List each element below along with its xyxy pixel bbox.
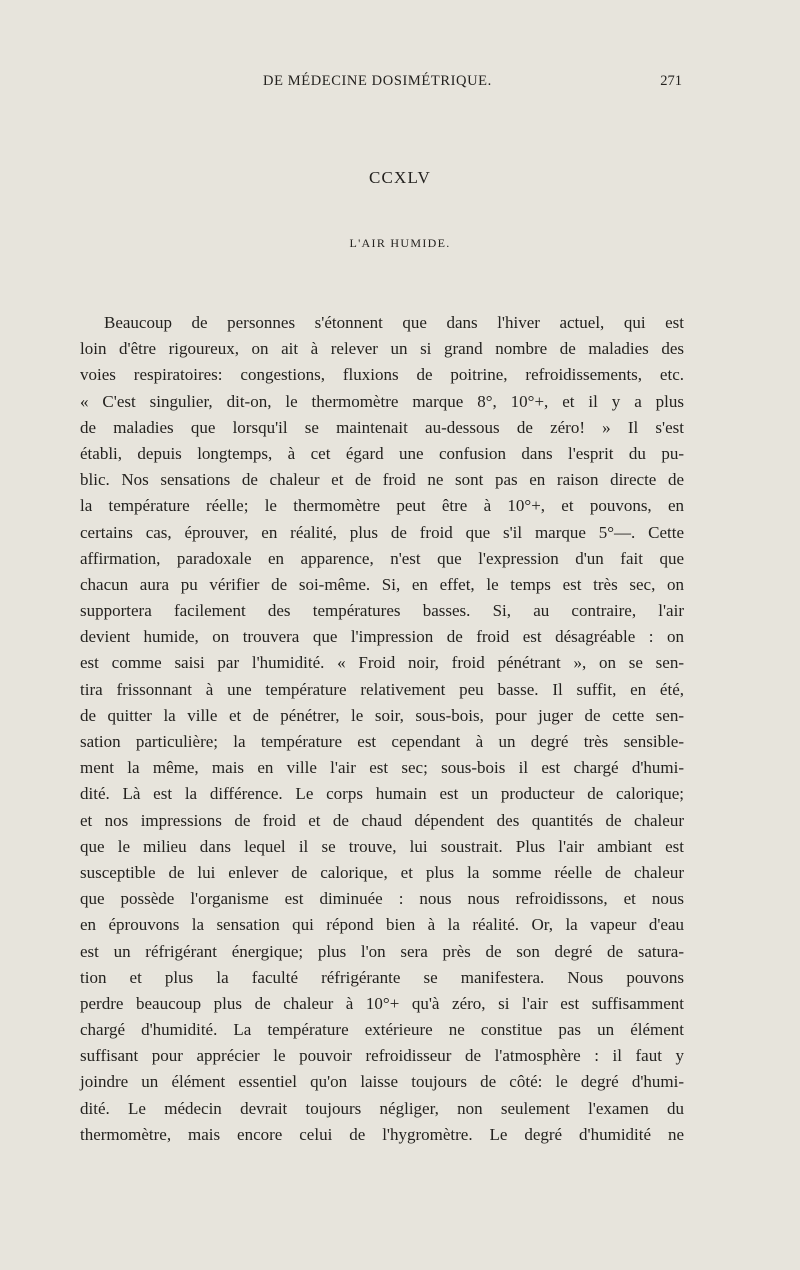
running-title: DE MÉDECINE DOSIMÉTRIQUE. <box>263 73 492 89</box>
chapter-title: L'AIR HUMIDE. <box>349 236 451 250</box>
chapter-number: CCXLV <box>368 168 432 187</box>
text-line: de quitter la ville et de pénétrer, le soir, sous-bois, pour juger de cette sen- <box>80 705 684 725</box>
text-line: devient humide, on trouvera que l'impression de froid est désagréable : on <box>80 627 684 647</box>
text-line: sation particulière; la température est cependant à un degré très sensible- <box>80 732 684 751</box>
text-line: Beaucoup de personnes s'étonnent que dans l'hiver actuel, qui est <box>104 313 684 332</box>
text-line: voies respiratoires: congestions, fluxions de poitrine, refroidissements, etc. <box>80 365 684 385</box>
text-line: blic. Nos sensations de chaleur et de froid ne sont pas en raison directe de <box>80 470 684 490</box>
running-header <box>80 73 688 93</box>
text-line: thermomètre, mais encore celui de l'hygromètre. Le degré d'humidité ne <box>80 1124 684 1144</box>
text-line: que le milieu dans lequel il se trouve, lui soustrait. Plus l'air ambiant est <box>80 836 684 856</box>
text-line: tion et plus la faculté réfrigérante se manifestera. Nous pouvons <box>80 967 684 987</box>
text-line: suffisant pour apprécier le pouvoir refroidisseur de l'atmosphère : il faut y <box>80 1046 684 1066</box>
text-line: supportera facilement des températures basses. Si, au contraire, l'air <box>80 601 684 621</box>
body-paragraph <box>80 310 684 1148</box>
text-line: perdre beaucoup plus de chaleur à 10°+ qu'à zéro, si l'air est suffisamment <box>80 993 684 1013</box>
text-line: établi, depuis longtemps, à cet égard une confusion dans l'esprit du pu- <box>80 443 684 463</box>
text-line: tira frissonnant à une température relativement peu basse. Il suffit, en été, <box>80 679 684 699</box>
text-line: chacun aura pu vérifier de soi-même. Si, en effet, le temps est très sec, on <box>80 574 684 594</box>
text-line: de maladies que lorsqu'il se maintenait au-dessous de zéro! » Il s'est <box>80 417 684 437</box>
text-line: certains cas, éprouver, en réalité, plus de froid que s'il marque 5°—. Cette <box>80 522 684 542</box>
text-line: « C'est singulier, dit-on, le thermomètre marque 8°, 10°+, et il y a plus <box>80 391 684 411</box>
text-line: la température réelle; le thermomètre peut être à 10°+, et pouvons, en <box>80 496 684 516</box>
text-line: susceptible de lui enlever de calorique, et plus la somme réelle de chaleur <box>80 862 684 882</box>
text-line: est un réfrigérant énergique; plus l'on sera près de son degré de satura- <box>80 941 684 961</box>
text-line: en éprouvons la sensation qui répond bien à la réalité. Or, la vapeur d'eau <box>80 915 684 935</box>
text-line: loin d'être rigoureux, on ait à relever un si grand nombre de maladies des <box>80 339 684 359</box>
text-line: affirmation, paradoxale en apparence, n'est que l'expression d'un fait que <box>80 548 684 568</box>
text-line: ment la même, mais en ville l'air est sec; sous-bois il est chargé d'humi- <box>80 758 684 778</box>
text-line: et nos impressions de froid et de chaud dépendent des quantités de chaleur <box>80 810 684 830</box>
text-line: joindre un élément essentiel qu'on laisse toujours de côté: le degré d'humi- <box>80 1072 684 1092</box>
text-line: est comme saisi par l'humidité. « Froid noir, froid pénétrant », on se sen- <box>80 653 684 673</box>
page-number: 271 <box>660 73 682 89</box>
text-line: que possède l'organisme est diminuée : nous nous refroidissons, et nous <box>80 889 684 909</box>
text-line: dité. Le médecin devrait toujours négliger, non seulement l'examen du <box>80 1098 684 1118</box>
text-line: chargé d'humidité. La température extérieure ne constitue pas un élément <box>80 1020 684 1040</box>
text-line: dité. Là est la différence. Le corps humain est un producteur de calorique; <box>80 784 684 804</box>
